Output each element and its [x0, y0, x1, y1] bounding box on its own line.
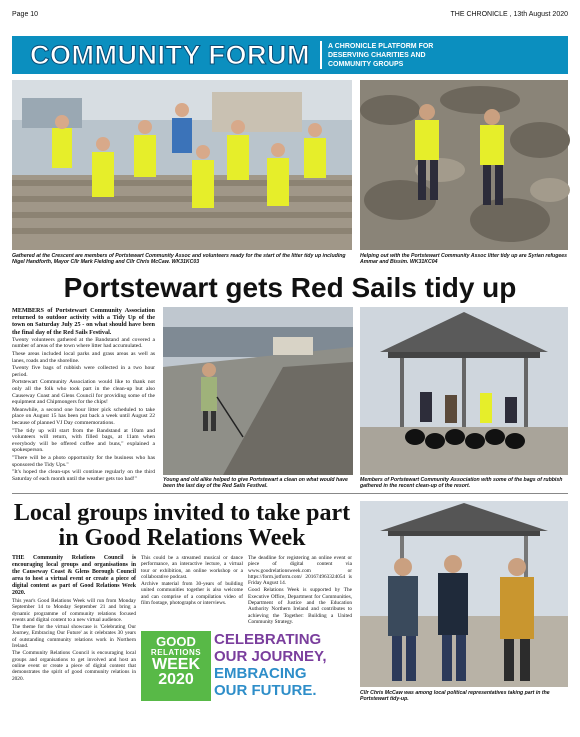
logo-line-year: 2020 — [158, 671, 194, 688]
article2-column-1 — [12, 555, 136, 727]
article2-column-2 — [141, 555, 243, 627]
slogan-line: EMBRACING — [214, 665, 307, 682]
section-divider — [12, 493, 568, 494]
article1-paragraph: "There will be a photo opportunity for the business who has sponsored the Tidy Ups." — [12, 454, 155, 468]
community-forum-banner — [12, 36, 568, 74]
caption-photo-bandstand: Members of Portstewart Community Association with some of the bags of rubbish gathered in the recent clean-up of the resort. — [360, 477, 563, 490]
caption-photo-councillors: Cllr Chris McCaw was among local political representatives taking part in the Portstewart tidy-up. — [360, 690, 550, 703]
photo-group-crescent — [12, 80, 352, 250]
caption-photo-refugees: Helping out with the Portstewart Community Assoc litter tidy up are Syrian refugees Ammar and Bissim. WK31KC04 — [360, 253, 568, 266]
photo-refugees-rocks — [360, 80, 568, 250]
caption-photo-girl: Young and old alike helped to give Portstewart a clean on what would have been the last day of the Red Sails Festival. — [163, 477, 348, 490]
article1-paragraph: These areas included local parks and grass areas as well as lanes, roads and the shoreline. — [12, 351, 155, 364]
article1-paragraph: Meanwhile, a second one hour litter pick scheduled to take place on August 15 has been put back a week until August 22 because of planned VJ Day commemorations. — [12, 406, 155, 426]
slogan-line: OUR JOURNEY, — [214, 648, 327, 665]
article1-lead: MEMBERS of Portstewart Community Association returned to outdoor activity with a Tidy Up of the town on Saturday July 25 - on what should have been the final day of the Red Sails Festival. — [12, 307, 155, 336]
article2-headline: Local groups invited to take part in Good Relations Week — [13, 500, 351, 551]
photo-girl-litter-pick — [163, 307, 353, 475]
article2-column-3 — [248, 555, 352, 627]
article2-lead: THE Community Relations Council is encouraging local groups and organisations in the Causeway Coast & Glens Borough Council area to host a virtual event or create a piece of digital content as part of Good Relations Week 2020. — [12, 555, 136, 596]
article2-paragraph: Archive material from 30-years of building united communities together is also welcome and can comprise of a compilation video of film footage, photographs or interviews. — [141, 581, 243, 607]
paper-dateline: THE CHRONICLE , 13th August 2020 — [450, 10, 568, 18]
banner-divider — [320, 41, 322, 69]
article2-paragraph: Good Relations Week is supported by The Executive Office, Department for Communities, Department of Justice and the Education Authority Northern Ireland and contributes to achieving the Together: Building a United Community Strategy. — [248, 587, 352, 625]
article2-paragraph: The theme for the virtual showcase is 'Celebrating Our Journey, Embracing Our Future' as it celebrates 30 years of outstanding community relations work in Northern Ireland. — [12, 624, 136, 650]
article1-body — [12, 307, 155, 482]
article1-paragraph: Portstewart Community Association would like to thank not only all the folk who took part in the clean-up but also Causeway Coast and Glens Council for providing some of the equipment and Chipmongers for the chips! — [12, 379, 155, 406]
article2-paragraph: The deadline for registering an online event or piece of digital content via www.goodrelationsweek.com or https://form.jotform.com/ 201674963324054 is Friday August 14. — [248, 555, 352, 587]
article1-headline: Portstewart gets Red Sails tidy up — [63, 272, 517, 303]
photo-councillors — [360, 501, 568, 687]
photo-bandstand-bags — [360, 307, 568, 475]
page-header — [12, 7, 568, 21]
good-relations-week-logo — [141, 631, 211, 701]
logo-line-good: GOOD — [156, 634, 196, 649]
logo-line-week: WEEK — [152, 656, 200, 673]
article1-paragraph: "The tidy up will start from the Bandstand at 10am and volunteers will return, with filled bags, at 11am when everybody will be offered coffee and buns," explained a spokesperson. — [12, 427, 155, 454]
article2-paragraph: This year's Good Relations Week will run from Monday September 14 to Monday September 21 and bring a dynamic programme of community relations focused events and digital content to a new virtual audience. — [12, 598, 136, 623]
article1-paragraph: Twenty five bags of rubbish were collected in a two hour period. — [12, 365, 155, 378]
article2-paragraph: This could be a streamed musical or dance performance, an interactive lecture, a virtual tour or exhibition, an online workshop or a collaborative podcast. — [141, 555, 243, 580]
caption-photo-group: Gathered at the Crescent are members of Portstewart Community Assoc and volunteers ready for the start of the litter tidy up including Nigel Handforth, Mayor Cllr Mark Fielding and Cllr Chris McCaw. WK31KC03 — [12, 253, 346, 266]
article2-paragraph: The Community Relations Council is encouraging local groups and organisations to get involved and host an online event or create a piece of digital content that demonstrates the spirit of good community relations in 2020. — [12, 650, 136, 682]
logo-line-relations: RELATIONS — [150, 648, 202, 657]
slogan-line: OUR FUTURE. — [214, 682, 317, 699]
article1-paragraph: "It's hoped the clean-ups will continue regularly on the third Saturday of each month until the weather gets too bad!" — [12, 469, 155, 482]
article1-paragraph: Twenty volunteers gathered at the Bandstand and covered a number of areas of the town where litter had accumulated. — [12, 336, 155, 350]
good-relations-week-slogan — [214, 631, 354, 701]
page-number: Page 10 — [12, 10, 39, 18]
slogan-line: CELEBRATING — [214, 631, 322, 648]
banner-title: COMMUNITY FORUM — [30, 39, 310, 70]
banner-tagline: A CHRONICLE PLATFORM FOR DESERVING CHARITIES AND COMMUNITY GROUPS — [327, 42, 434, 68]
